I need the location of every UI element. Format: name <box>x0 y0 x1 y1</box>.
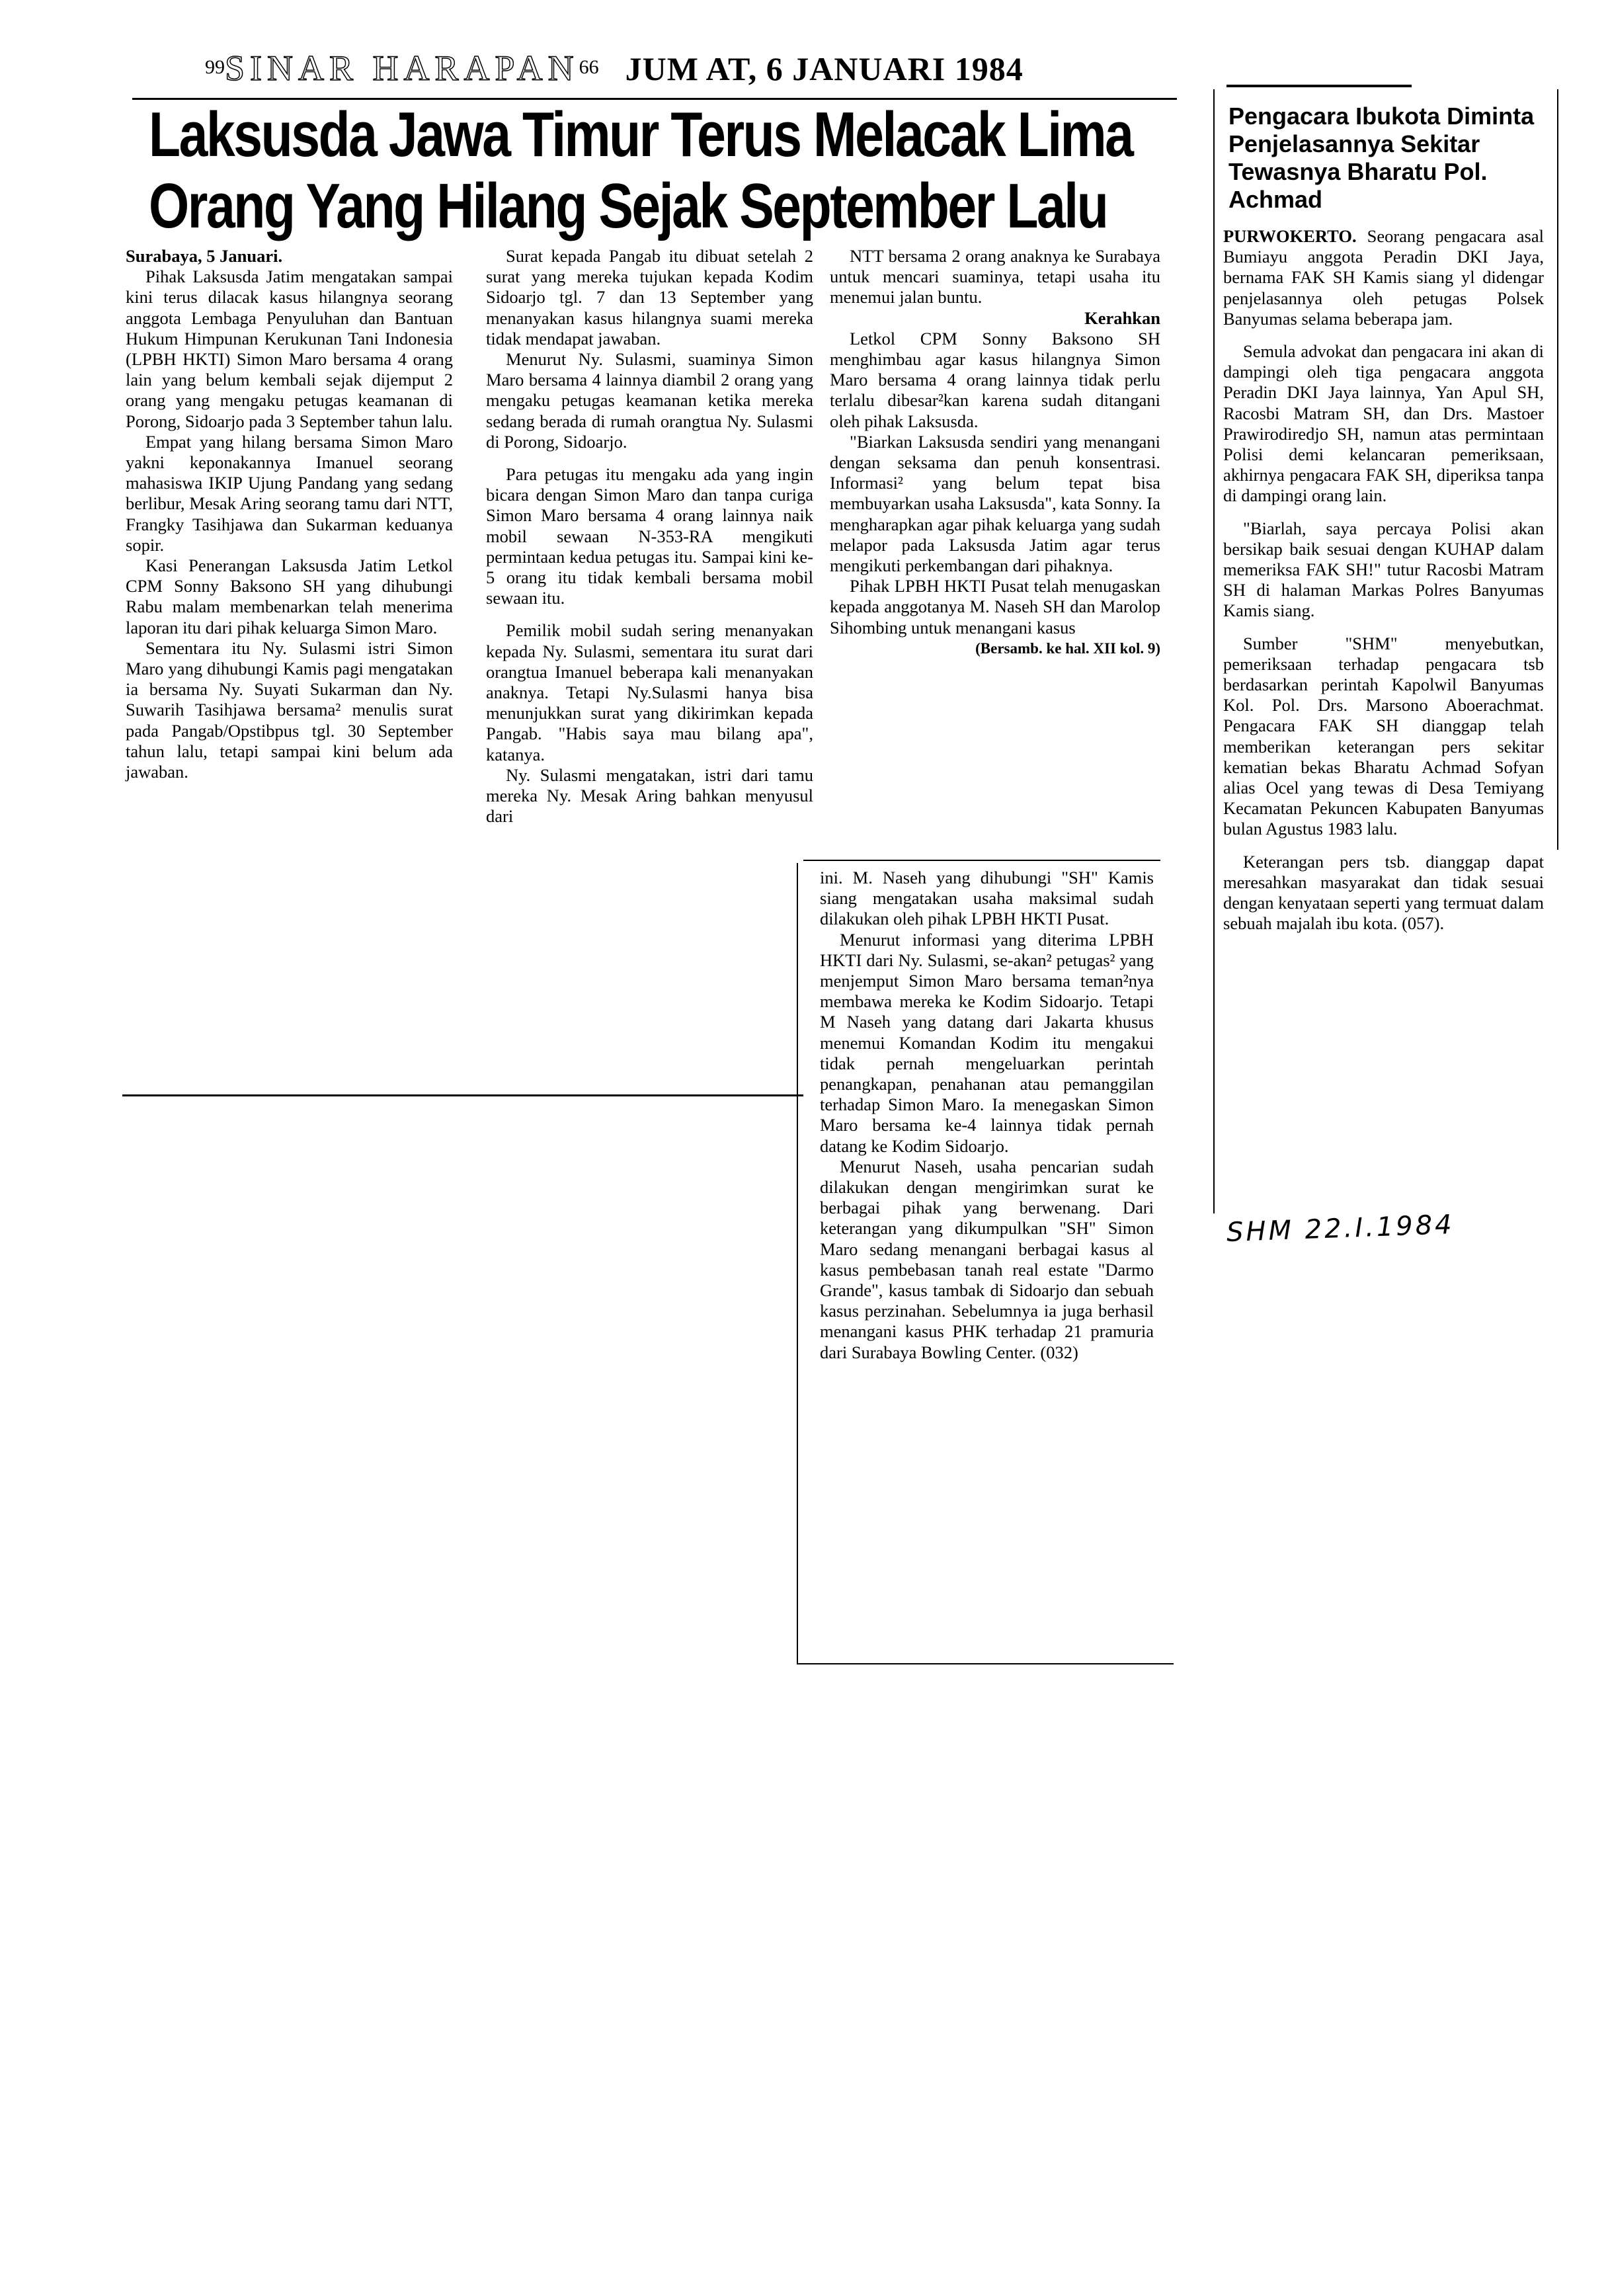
masthead-mark: 99 <box>205 56 225 78</box>
main-headline <box>149 99 1170 242</box>
paragraph: Menurut informasi yang diterima LPBH HKTI dari Ny. Sulasmi, se-akan² petugas² yang menjemput Simon Maro bersama teman²nya membawa mereka ke Kodim Sidoarjo. Tetapi M Naseh yang datang dari Jakarta khusus menemui Komandan Kodim itu mengakui tidak pernah mengeluarkan perintah penangkapan, penahanan atau pemanggilan terhadap Simon Maro. Ia menegaskan Simon Maro bersama ke-4 lainnya tidak pernah datang ke Kodim Sidoarjo. <box>820 929 1154 1156</box>
paragraph: Letkol CPM Sonny Baksono SH menghimbau agar kasus hilangnya Simon Maro bersama 4 orang lainnya tidak perlu terlalu dibesar²kan karena sudah ditangani oleh pihak Laksusda. <box>830 328 1160 431</box>
paragraph: Semula advokat dan pengacara ini akan di dampingi oleh tiga pengacara anggota Peradin DKI Jaya lainnya, Yan Apul SH, Racosbi Matram SH, dan Drs. Mastoer Prawirodiredjo SH, namun atas permintaan Polisi demi kelancaran pemeriksaan, akhirnya pengacara FAK SH, diperiksa tanpa di dampingi orang lain. <box>1223 341 1544 506</box>
side-headline: Pengacara Ibukota Diminta Penjelasannya Sekitar Tewasnya Bharatu Pol. Achmad <box>1228 102 1535 213</box>
cont-bottom-rule <box>797 1663 1174 1664</box>
issue-date: JUM AT, 6 JANUARI 1984 <box>625 50 1024 87</box>
paragraph: Empat yang hilang bersama Simon Maro yakni keponakannya Imanuel seorang mahasiswa IKIP Ujung Pandang yang sedang berlibur, Mesak Aring seorang tamu dari NTT, Frangky Tasihjawa dan Sukarman keduanya sopir. <box>126 431 453 555</box>
paragraph: Surat kepada Pangab itu dibuat setelah 2 surat yang mereka tujukan kepada Kodim Sidoarjo tgl. 7 dan 13 September yang menanyakan kasus hilangnya suami mereka tidak mendapat jawaban. <box>486 246 813 348</box>
handwritten-source-note: SHM 22.I.1984 <box>1226 1210 1455 1248</box>
side-right-rule <box>1557 89 1558 850</box>
paragraph: Menurut Naseh, usaha pencarian sudah dilakukan dengan mengirimkan surat ke berbagai pihak yang berwenang. Dari keterangan yang dikumpulkan "SH" Simon Maro sedang menangani berbagai kasus al kasus pembebasan tanah real estate "Darmo Grande", kasus tambak di Sidoarjo dan sebuah kasus perzinahan. Sebelumnya ia juga berhasil menangani kasus PHK terhadap 21 pramuria dari Surabaya Bowling Center. (032) <box>820 1156 1154 1362</box>
side-article-body <box>1223 226 1544 934</box>
paragraph: Pihak Laksusda Jatim mengatakan sampai kini terus dilacak kasus hilangnya seorang anggota Lembaga Penyuluhan dan Bantuan Hukum Himpunan Kerukunan Tani Indonesia (LPBH HKTI) Simon Maro bersama 4 orang lain yang belum kembali sejak dijemput 2 orang yang mengaku petugas keamanan di Porong, Sidoarjo pada 3 September tahun lalu. <box>126 266 453 431</box>
continued-note: (Bersamb. ke hal. XII kol. 9) <box>975 639 1160 657</box>
newspaper-name: SINAR HARAPAN <box>225 48 579 88</box>
article-subhead: Kerahkan <box>1084 308 1160 328</box>
paragraph <box>1223 226 1544 329</box>
article-column-1 <box>126 246 453 782</box>
paragraph: Pihak LPBH HKTI Pusat telah menugaskan kepada anggotanya M. Naseh SH dan Marolop Sihombing untuk menangani kasus <box>830 576 1160 637</box>
paragraph: ini. M. Naseh yang dihubungi "SH" Kamis siang mengatakan usaha maksimal sudah dilakukan oleh pihak LPBH HKTI Pusat. <box>820 868 1154 929</box>
masthead-mark-close: 66 <box>579 56 599 78</box>
bottom-rule-left <box>122 1094 803 1096</box>
article-column-3 <box>830 246 1160 659</box>
paragraph: NTT bersama 2 orang anaknya ke Surabaya untuk mencari suaminya, tetapi usaha itu menemui jalan buntu. <box>830 246 1160 308</box>
continuation-column <box>820 868 1154 1363</box>
side-dateline: PURWOKERTO. <box>1223 226 1357 246</box>
paragraph: Kasi Penerangan Laksusda Jatim Letkol CPM Sonny Baksono SH yang dihubungi Rabu malam membenarkan telah menerima laporan itu dari pihak keluarga Simon Maro. <box>126 555 453 637</box>
paragraph: Pemilik mobil sudah sering menanyakan kepada Ny. Sulasmi, sementara itu surat dari orangtua Imanuel beberapa kali menanyakan anaknya. Tetapi Ny.Sulasmi hanya bisa menunjukkan surat yang dikirimkan kepada Pangab. "Habis saya mau bilang apa", katanya. <box>486 620 813 764</box>
continued-rule <box>803 860 1160 861</box>
article-column-2 <box>486 246 813 827</box>
paragraph: Sumber "SHM" menyebutkan, pemeriksaan terhadap pengacara tsb berdasarkan perintah Kapolwil Banyumas Kol. Pol. Drs. Marsono Aboerachmat. Pengacara FAK SH dianggap telah memberikan keterangan pers sekitar kematian bekas Bharatu Achmad Sofyan alias Ocel yang tewas di Desa Temiyang Kecamatan Pekuncen Kabupaten Banyumas bulan Agustus 1983 lalu. <box>1223 633 1544 839</box>
side-paragraph-text: Seorang pengacara asal Bumiayu anggota Peradin DKI Jaya, bernama FAK SH Kamis siang yl didengar penjelasannya oleh petugas Polsek Banyumas selama beberapa jam. <box>1223 226 1544 329</box>
cont-left-rule <box>797 863 798 1663</box>
paragraph: Ny. Sulasmi mengatakan, istri dari tamu mereka Ny. Mesak Aring bahkan menyusul dari <box>486 764 813 827</box>
paragraph: Para petugas itu mengaku ada yang ingin bicara dengan Simon Maro dan tanpa curiga Simon Maro bersama 4 orang lainnya naik mobil sewaan N-353-RA mengikuti permintaan kedua petugas itu. Sampai kini ke-5 orang itu tidak kembali bersama mobil sewaan itu. <box>486 464 813 608</box>
article-dateline: Surabaya, 5 Januari. <box>126 246 283 266</box>
paragraph: Menurut Ny. Sulasmi, suaminya Simon Maro bersama 4 lainnya diambil 2 orang yang mengaku petugas keamanan ketika mereka sedang berada di rumah orangtua Ny. Sulasmi di Porong, Sidoarjo. <box>486 349 813 452</box>
side-left-rule <box>1213 89 1215 1213</box>
headline-line-1: Laksusda Jawa Timur Terus Melacak Lima <box>149 99 1133 170</box>
headline-line-2: Orang Yang Hilang Sejak September Lalu <box>149 171 1107 241</box>
paragraph: Keterangan pers tsb. dianggap dapat meresahkan masyarakat dan tidak sesuai dengan kenyataan seperti yang termuat dalam sebuah majalah ibu kota. (057). <box>1223 851 1544 934</box>
masthead <box>205 48 1024 94</box>
paragraph: "Biarkan Laksusda sendiri yang menangani dengan seksama dan penuh konsentrasi. Informasi² yang belum tepat bisa membuyarkan usaha Laksusda", kata Sonny. Ia mengharapkan agar pihak keluarga yang sudah melapor pada Laksusda Jatim agar terus mengikuti perkembangan dari pihaknya. <box>830 431 1160 576</box>
paragraph: "Biarlah, saya percaya Polisi akan bersikap baik sesuai dengan KUHAP dalam memeriksa FAK SH!" tutur Racosbi Matram SH di halaman Markas Polres Banyumas Kamis siang. <box>1223 518 1544 621</box>
paragraph: Sementara itu Ny. Sulasmi istri Simon Maro yang dihubungi Kamis pagi mengatakan ia bersama Ny. Suyati Sukarman dan Ny. Suwarih Tasihjawa bersama² menulis surat pada Pangab/Opstibpus tgl. 30 September tahun lalu, tetapi sampai kini belum ada jawaban. <box>126 637 453 782</box>
side-top-rule <box>1226 85 1412 87</box>
